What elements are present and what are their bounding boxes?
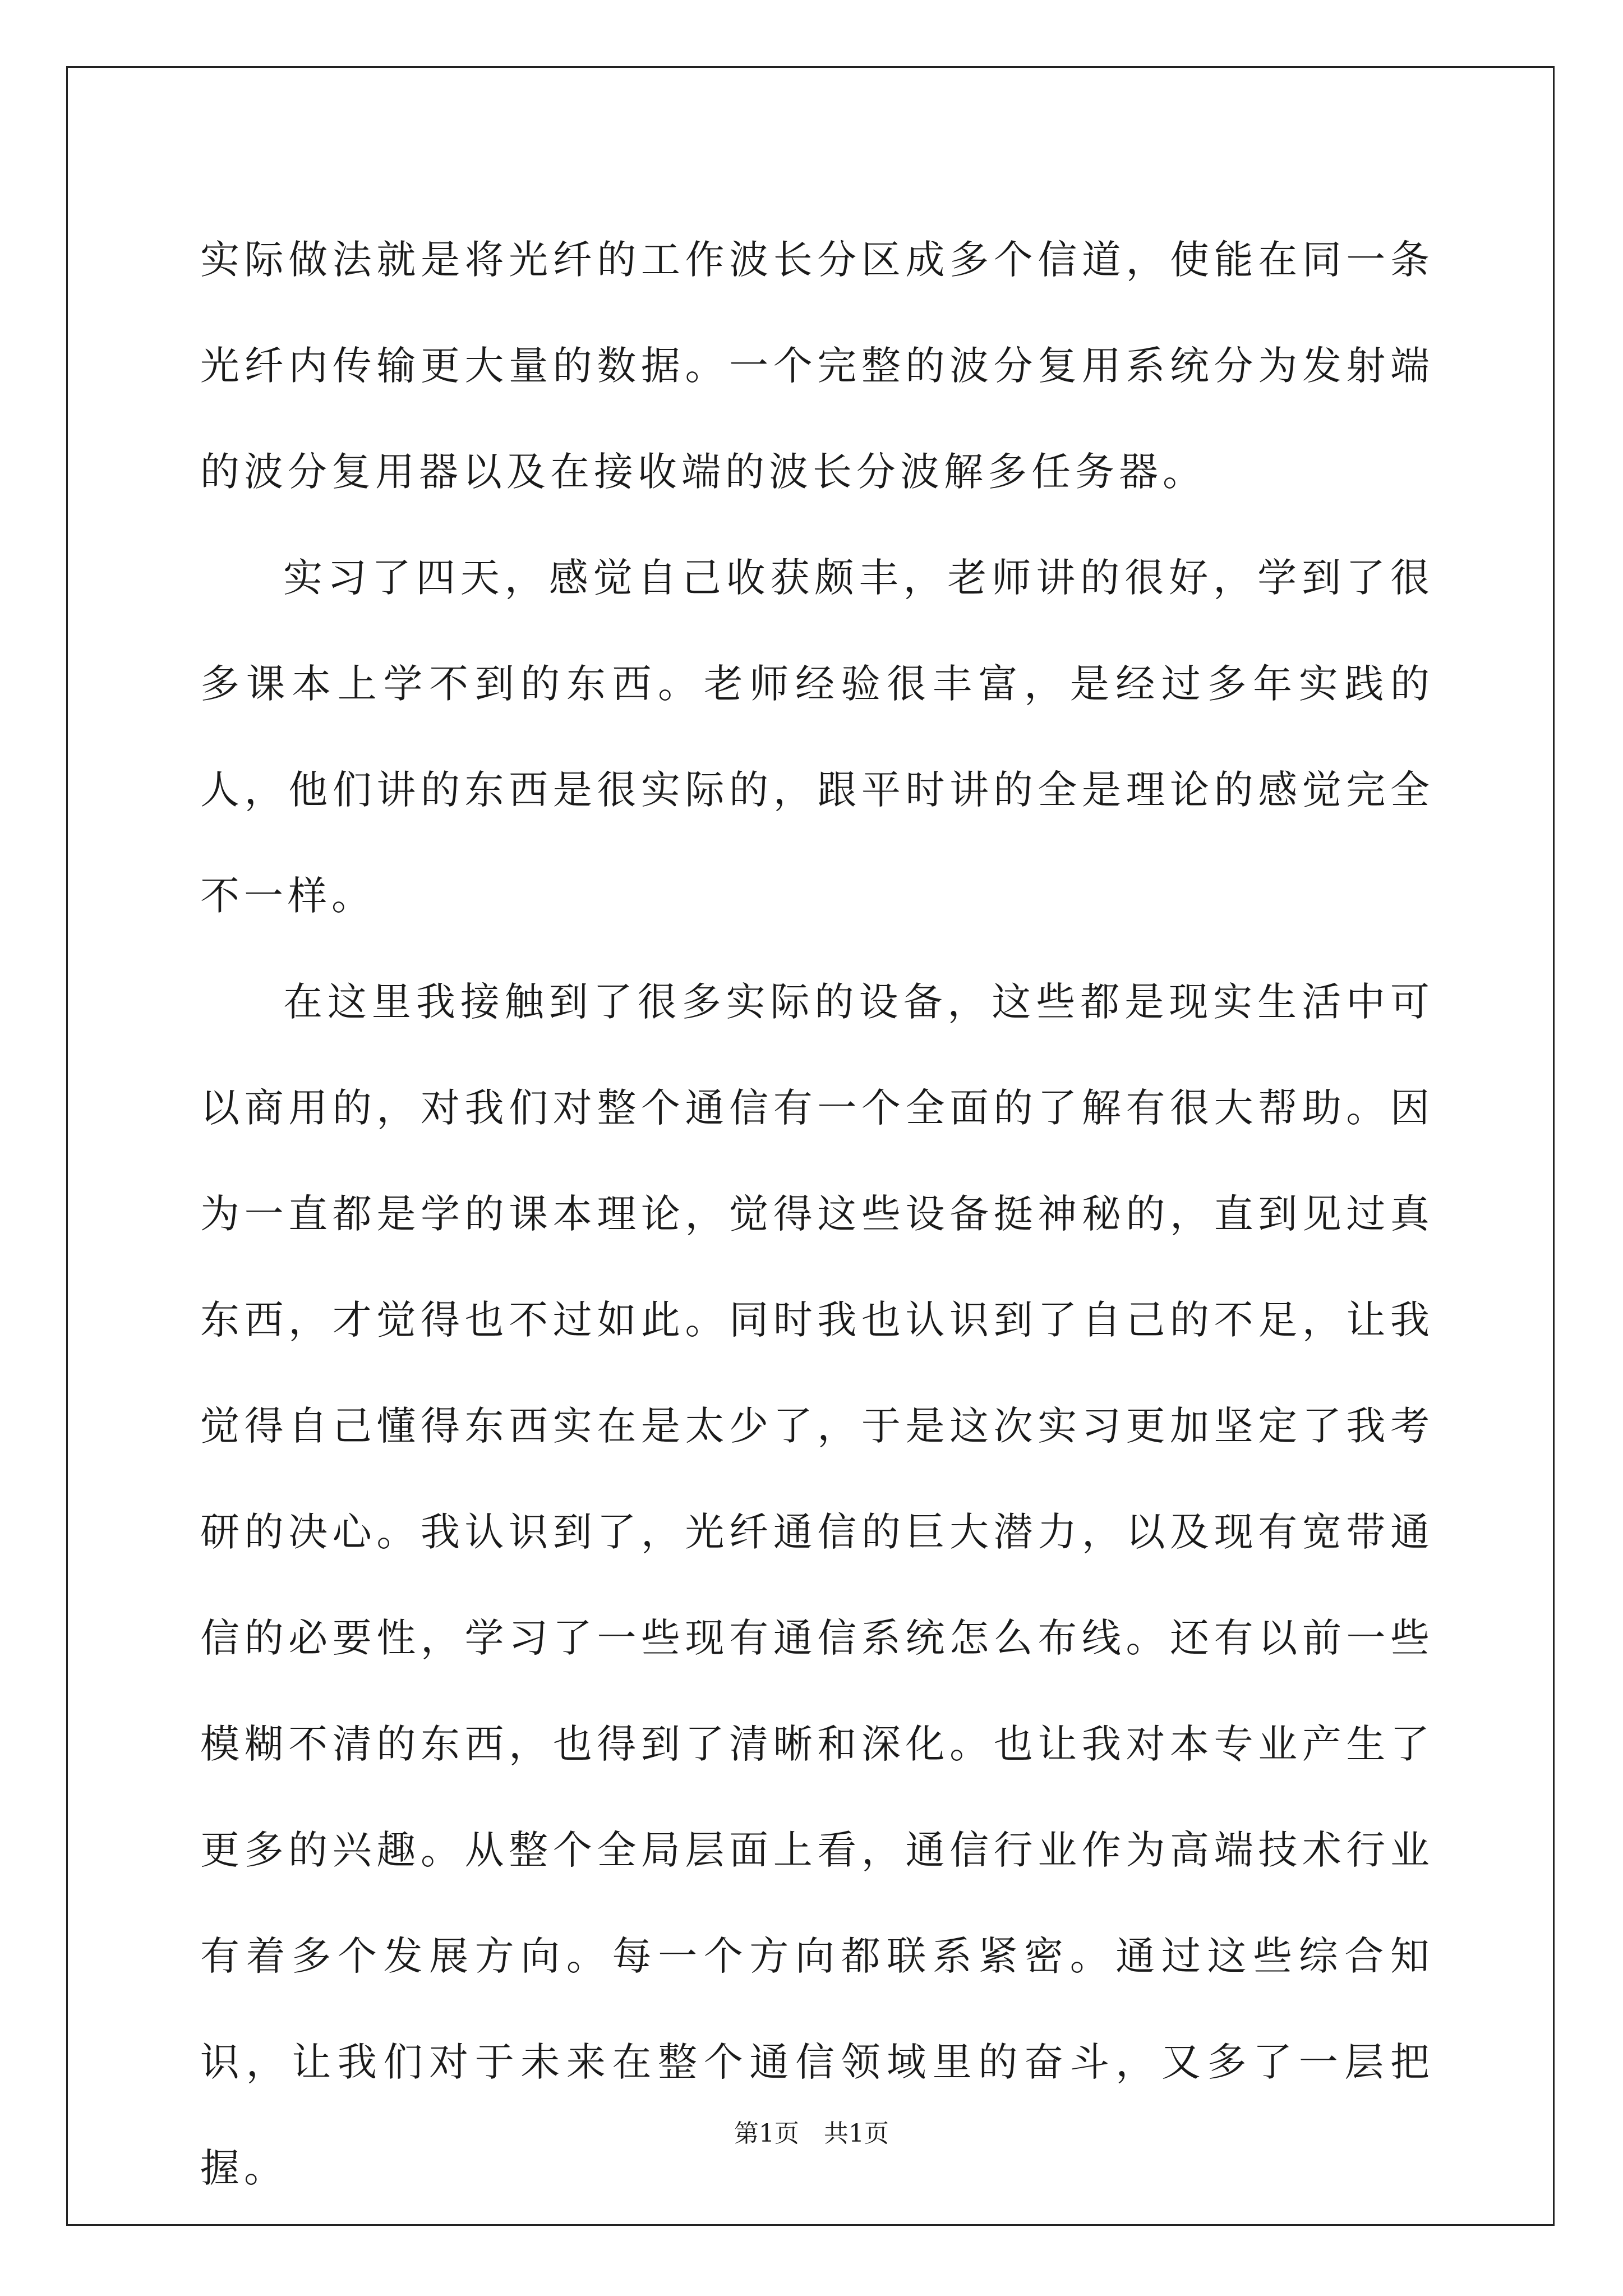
paragraph-3: 在这里我接触到了很多实际的设备，这些都是现实生活中可以商用的，对我们对整个通信有一个全面的了解有很大帮助。因为一直都是学的课本理论，觉得这些设备挺神秘的，直到见过真东西，才觉得也不过如此。同时我也认识到了自己的不足，让我觉得自己懂得东西实在是太少了，于是这次实习更加坚定了我考研的决心。我认识到了，光纤通信的巨大潜力，以及现有宽带通信的必要性，学习了一些现有通信系统怎么布线。还有以前一些模糊不清的东西，也得到了清晰和深化。也让我对本专业产生了更多的兴趣。从整个全局层面上看，通信行业作为高端技术行业有着多个发展方向。每一个方向都联系紧密。通过这些综合知识，让我们对于未来在整个通信领域里的奋斗，又多了一层把握。 — [200, 979, 1434, 2191]
page-number-footer: 第1页 共1页 — [734, 2119, 889, 2148]
paragraph-2: 实习了四天，感觉自己收获颇丰，老师讲的很好，学到了很多课本上学不到的东西。老师经验很丰富，是经过多年实践的人，他们讲的东西是很实际的，跟平时讲的全是理论的感觉完全不一样。 — [200, 555, 1434, 919]
paragraph-1: 实际做法就是将光纤的工作波长分区成多个信道，使能在同一条光纤内传输更大量的数据。一个完整的波分复用系统分为发射端的波分复用器以及在接收端的波长分波解多任务器。 — [200, 237, 1434, 495]
document-body — [200, 207, 1434, 2221]
